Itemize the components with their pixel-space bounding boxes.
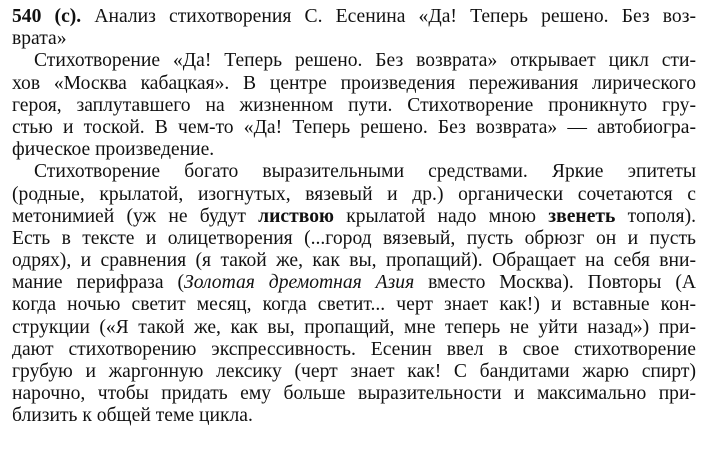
paragraph-1-line: фическое произведение.: [12, 139, 215, 161]
paragraph-2-line: Стихотворение богато выразительными средствами. Яркие эпитеты: [34, 161, 696, 183]
text-segment: вместо Москва). Повторы (А: [414, 272, 696, 294]
paragraph-2-line: (родные, крылатой, изогнутых, вязевый и др.) органически сочетаются с: [12, 183, 696, 205]
italic-phrase: Золотая дремотная Азия: [184, 272, 415, 294]
paragraph-2-line: когда ночью светит месяц, когда светит... черт знает как!) и вставные кон-: [12, 294, 696, 316]
text-segment: метонимией (уж не будут: [12, 205, 259, 227]
paragraph-1-line: стью и тоской. В чем-то «Да! Теперь решено. Без возврата» — автобиогра-: [12, 116, 696, 138]
paragraph-2-line: одрях), и сравнения (я такой же, как вы, пропащий). Обращает на себя вни-: [12, 250, 696, 272]
paragraph-2-line: дают стихотворению экспрессивность. Есенин ввел в свое стихотворение: [12, 338, 696, 360]
paragraph-2-line: Есть в тексте и олицетворения (...город вязевый, пусть обрюзг он и пусть: [12, 227, 696, 249]
exercise-number: 540 (с).: [12, 6, 82, 27]
paragraph-1-line: героя, заплутавшего на жизненном пути. Стихотворение проникнуто гру-: [12, 94, 696, 116]
text-segment: мание перифраза (: [12, 272, 185, 294]
bold-word: звенеть: [548, 205, 616, 227]
paragraph-2-line: грубую и жаргонную лексику (черт знает как! С бандитами жарю спирт): [12, 361, 696, 382]
exercise-title-cont: врата»: [12, 28, 67, 50]
paragraph-2-line: [12, 206, 696, 228]
text-segment: тополя).: [615, 205, 696, 227]
text-segment: крылатой надо мною: [333, 205, 549, 227]
paragraph-2-line: [12, 272, 696, 294]
paragraph-2-line: струкции («Я такой же, как вы, пропащий, мне теперь не уйти назад») при-: [12, 316, 696, 338]
paragraph-2-line: нарочно, чтобы придать ему больше выразительности и максимально при-: [12, 383, 696, 405]
exercise-heading: [12, 6, 696, 28]
paragraph-1-line: Стихотворение «Да! Теперь решено. Без возврата» открывает цикл сти-: [34, 50, 696, 72]
paragraph-1-line: хов «Москва кабацкая». В центре произведения переживания лирического: [12, 72, 696, 94]
bold-word: листвою: [258, 205, 334, 227]
document-page: [12, 6, 696, 428]
exercise-heading-cont: [12, 28, 696, 50]
exercise-title: Анализ стихотворения С. Есенина «Да! Теперь решено. Без воз-: [94, 6, 696, 27]
paragraph-2-line: близить к общей теме цикла.: [12, 405, 253, 427]
